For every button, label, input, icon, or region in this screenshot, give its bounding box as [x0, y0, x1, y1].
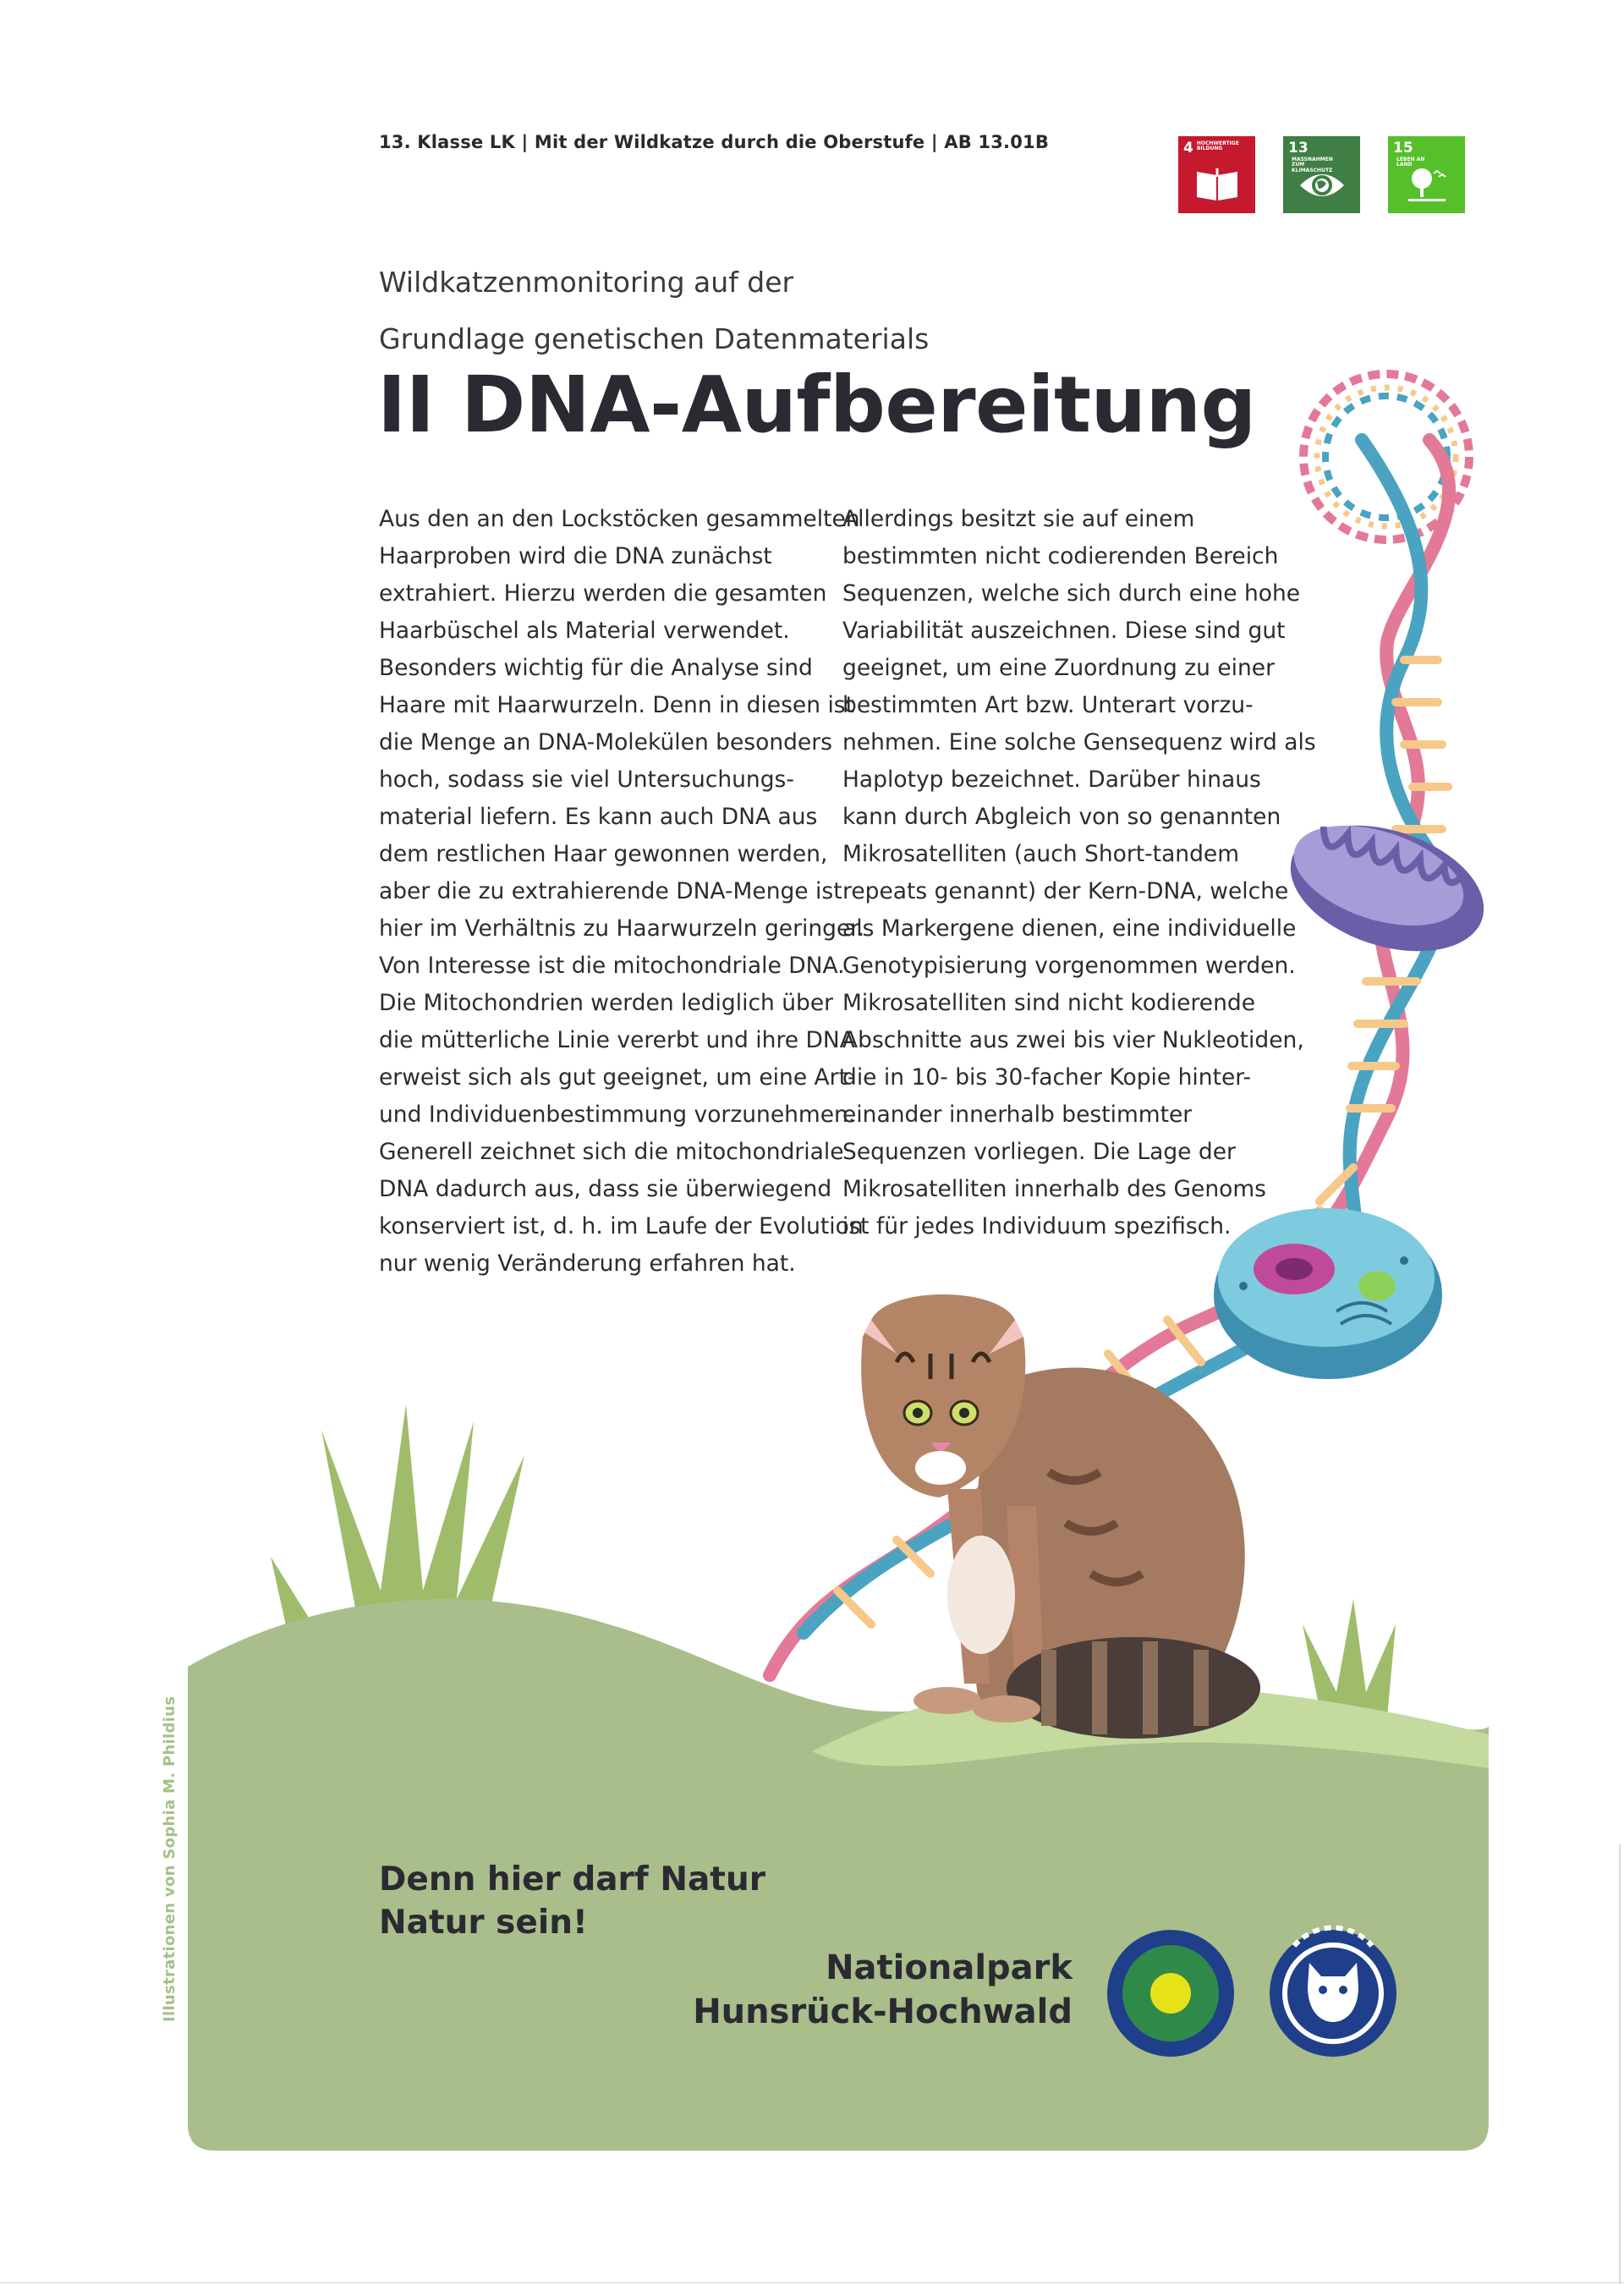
grass-left-icon [271, 1404, 524, 1633]
body-text-line: Variabilität auszeichnen. Diese sind gut [842, 618, 1286, 644]
body-text-line: nur wenig Veränderung erfahren hat. [379, 1250, 796, 1277]
body-text-line: Besonders wichtig für die Analyse sind [379, 655, 813, 681]
body-text-line: erweist sich als gut geeignet, um eine Art- [379, 1064, 856, 1091]
body-text-line: Mikrosatelliten innerhalb des Genoms [842, 1176, 1266, 1202]
page-title: II DNA-Aufbereitung [377, 360, 1256, 450]
park-name [693, 1946, 1073, 2034]
body-text-line: extrahiert. Hierzu werden die gesamten [379, 580, 827, 607]
slogan-line: Natur sein! [379, 1904, 588, 1942]
body-text-line: Die Mitochondrien werden lediglich über [379, 990, 834, 1016]
subtitle-line: Wildkatzenmonitoring auf der [379, 266, 794, 299]
page-bottom-rule [0, 2282, 1624, 2283]
illustration-credit: Illustrationen von Sophia M. Phildius [161, 1695, 178, 2022]
body-text-line: Aus den an den Lockstöcken gesammelten [379, 506, 860, 532]
body-text-line: Sequenzen, welche sich durch eine hohe [842, 580, 1301, 607]
body-text-line: Genotypisierung vorgenommen werden. [842, 953, 1296, 979]
slogan-line: Denn hier darf Natur [379, 1860, 765, 1899]
body-text-line: bestimmten Art bzw. Unterart vorzu- [842, 692, 1254, 718]
body-text-line: hoch, sodass sie viel Untersuchungs- [379, 767, 794, 793]
body-text-line: Generell zeichnet sich die mitochondriale [379, 1139, 844, 1165]
page-edge-line [1619, 1844, 1621, 2284]
sdg-number: 4 [1183, 140, 1193, 157]
body-text-line: aber die zu extrahierende DNA-Menge ist [379, 878, 842, 904]
body-text-line: material liefern. Es kann auch DNA aus [379, 804, 818, 830]
sdg-label: LEBEN AN LAND [1396, 157, 1425, 168]
body-text-line: und Individuenbestimmung vorzunehmen. [379, 1102, 856, 1128]
body-text-line: die in 10- bis 30-facher Kopie hinter- [842, 1064, 1252, 1091]
body-text-line: Haare mit Haarwurzeln. Denn in diesen ist [379, 692, 854, 718]
body-text-line: Haarproben wird die DNA zunächst [379, 543, 772, 569]
body-text-line: einander innerhalb bestimmter [842, 1102, 1193, 1128]
body-text-line: geeignet, um eine Zuordnung zu einer [842, 655, 1276, 681]
body-text-line: Abschnitte aus zwei bis vier Nukleotiden, [842, 1027, 1304, 1053]
slogan [379, 1858, 765, 1944]
body-text-line: Mikrosatelliten sind nicht kodierende [842, 990, 1256, 1016]
nationalpark-logo [1107, 1930, 1234, 2057]
body-text-line: repeats genannt) der Kern-DNA, welche [842, 878, 1289, 904]
park-name-line: Hunsrück-Hochwald [693, 1992, 1073, 2031]
body-text-line: dem restlichen Haar gewonnen werden, [379, 841, 828, 867]
sdg-label: HOCHWERTIGE BILDUNG [1196, 140, 1239, 152]
body-text-line: Von Interesse ist die mitochondriale DNA. [379, 953, 845, 979]
body-text-line: bestimmten nicht codierenden Bereich [842, 543, 1279, 569]
park-name-line: Nationalpark [826, 1948, 1073, 1987]
body-text-line: die mütterliche Linie vererbt und ihre DNA [379, 1027, 855, 1053]
sdg-number: 15 [1393, 140, 1413, 157]
worksheet-header: 13. Klasse LK | Mit der Wildkatze durch die Oberstufe | AB 13.01B [379, 132, 1050, 152]
body-text-line: Haarbüschel als Material verwendet. [379, 618, 790, 644]
body-text-line: ist für jedes Individuum spezifisch. [842, 1213, 1232, 1239]
body-text-line: DNA dadurch aus, dass sie überwiegend [379, 1176, 832, 1202]
body-text-line: als Markergene dienen, eine individuelle [842, 915, 1297, 942]
body-column-left [379, 501, 865, 1283]
body-text-line: Allerdings besitzt sie auf einem [842, 506, 1195, 532]
body-text-line: kann durch Abgleich von so genannten [842, 804, 1281, 830]
sdg-label: MASSNAHMEN ZUM KLIMASCHUTZ [1292, 157, 1333, 173]
body-text-line: nehmen. Eine solche Gensequenz wird als [842, 729, 1316, 756]
body-text-line: Mikrosatelliten (auch Short-tandem [842, 841, 1240, 867]
body-column-right [842, 501, 1316, 1245]
body-text-line: die Menge an DNA-Molekülen besonders [379, 729, 832, 756]
body-text-line: Sequenzen vorliegen. Die Lage der [842, 1139, 1236, 1165]
sdg-number: 13 [1288, 140, 1309, 157]
body-text-line: konserviert ist, d. h. im Laufe der Evolution [379, 1213, 864, 1239]
body-text-line: Haplotyp bezeichnet. Darüber hinaus [842, 767, 1261, 793]
body-text-line: hier im Verhältnis zu Haarwurzeln geringer. [379, 915, 865, 942]
subtitle-line: Grundlage genetischen Datenmaterials [379, 322, 930, 355]
